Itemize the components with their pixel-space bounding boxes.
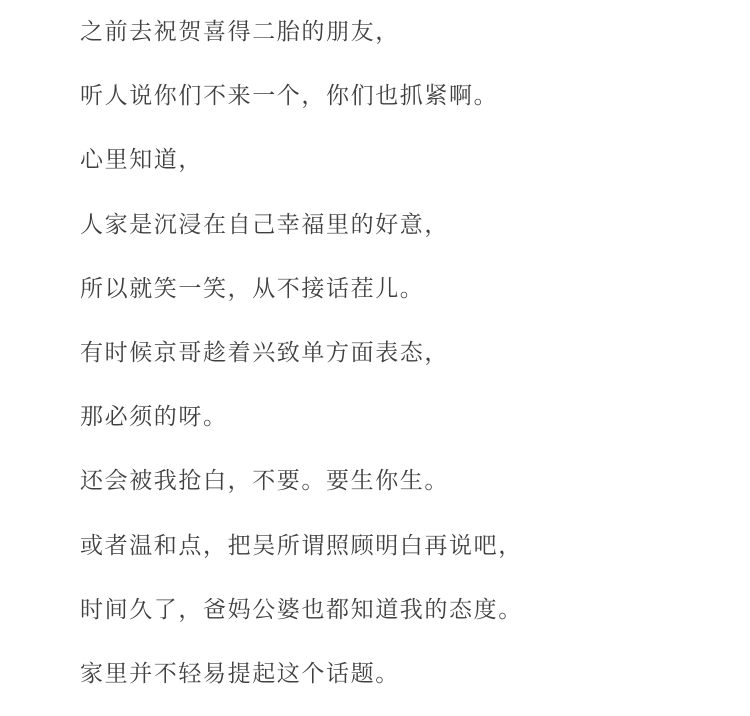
paragraph-line: 心里知道， [80,147,203,174]
paragraph-line: 还会被我抢白，不要。要生你生。 [80,468,449,495]
article-body [80,10,720,716]
paragraph-line: 那必须的呀。 [80,404,228,431]
paragraph-line: 听人说你们不来一个，你们也抓紧啊。 [80,83,499,110]
paragraph-line: 人家是沉浸在自己幸福里的好意， [80,211,449,238]
paragraph-line: 有时候京哥趁着兴致单方面表态， [80,339,449,366]
paragraph-line: 所以就笑一笑，从不接话茬儿。 [80,275,425,302]
paragraph-line: 之前去祝贺喜得二胎的朋友， [80,19,400,45]
paragraph-line: 家里并不轻易提起这个话题。 [80,660,400,687]
paragraph-line: 或者温和点，把吴所谓照顾明白再说吧， [80,532,523,559]
paragraph-line: 时间久了，爸妈公婆也都知道我的态度。 [80,596,523,623]
